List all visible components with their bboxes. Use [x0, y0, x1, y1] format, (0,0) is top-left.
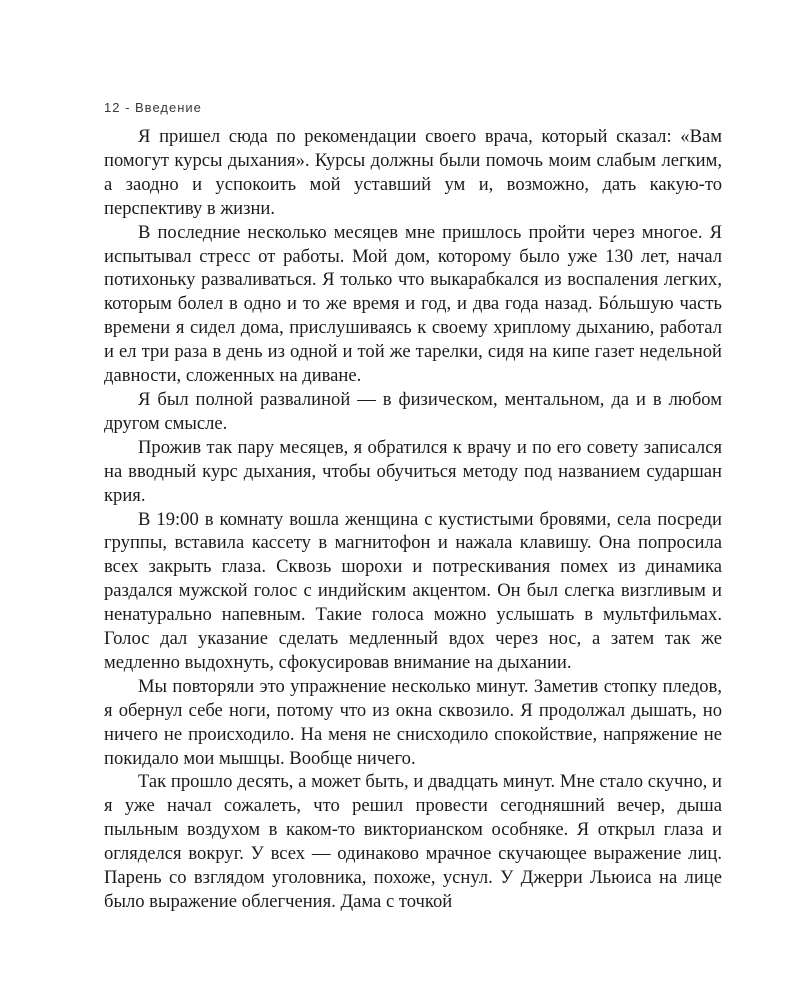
- running-head: 12 - Введение: [104, 100, 202, 115]
- body-text: [104, 125, 722, 914]
- paragraph: В последние несколько месяцев мне пришлось пройти через многое. Я испытывал стресс от работы. Мой дом, которому было уже 130 лет, начал потихоньку разваливаться. Я только что выкарабкался из воспаления легких, которым болел в одно и то же время и год, и два года назад. Бóльшую часть времени я сидел дома, прислушиваясь к своему хриплому дыханию, работал и ел три раза в день из одной и той же тарелки, сидя на кипе газет недельной давности, сложенных на диване.: [104, 221, 722, 387]
- paragraph: Так прошло десять, а может быть, и двадцать минут. Мне стало скучно, и я уже начал сожалеть, что решил провести сегодняшний вечер, дыша пыльным воздухом в каком-то викторианском особняке. Я открыл глаза и огляделся вокруг. У всех — одинаково мрачное скучающее выражение лиц. Парень со взглядом уголовника, похоже, уснул. У Джерри Льюиса на лице было выражение облегчения. Дама с точкой: [104, 771, 722, 912]
- paragraph: В 19:00 в комнату вошла женщина с кустистыми бровями, села посреди группы, вставила кассету в магнитофон и нажала клавишу. Она попросила всех закрыть глаза. Сквозь шорохи и потрескивания помех из динамика раздался мужской голос с индийским акцентом. Он был слегка визгливым и ненатурально напевным. Такие голоса можно услышать в мультфильмах. Голос дал указание сделать медленный вдох через нос, а затем так же медленно выдохнуть, сфокусировав внимание на дыхании.: [104, 508, 722, 673]
- paragraph: Я был полной развалиной — в физическом, ментальном, да и в любом другом смысле.: [104, 388, 722, 434]
- paragraph: Прожив так пару месяцев, я обратился к врачу и по его совету записался на вводный курс дыхания, чтобы обучиться методу под названием сударшан крия.: [104, 436, 722, 506]
- paragraph: Мы повторяли это упражнение несколько минут. Заметив стопку пледов, я обернул себе ноги, потому что из окна сквозило. Я продолжал дышать, но ничего не происходило. На меня не снисходило спокойствие, напряжение не покидало мои мышцы. Вообще ничего.: [104, 675, 722, 769]
- paragraph: Я пришел сюда по рекомендации своего врача, который сказал: «Вам помогут курсы дыхания». Курсы должны были помочь моим слабым легким, а заодно и успокоить мой уставший ум и, возможно, дать какую-то перспективу в жизни.: [104, 126, 722, 219]
